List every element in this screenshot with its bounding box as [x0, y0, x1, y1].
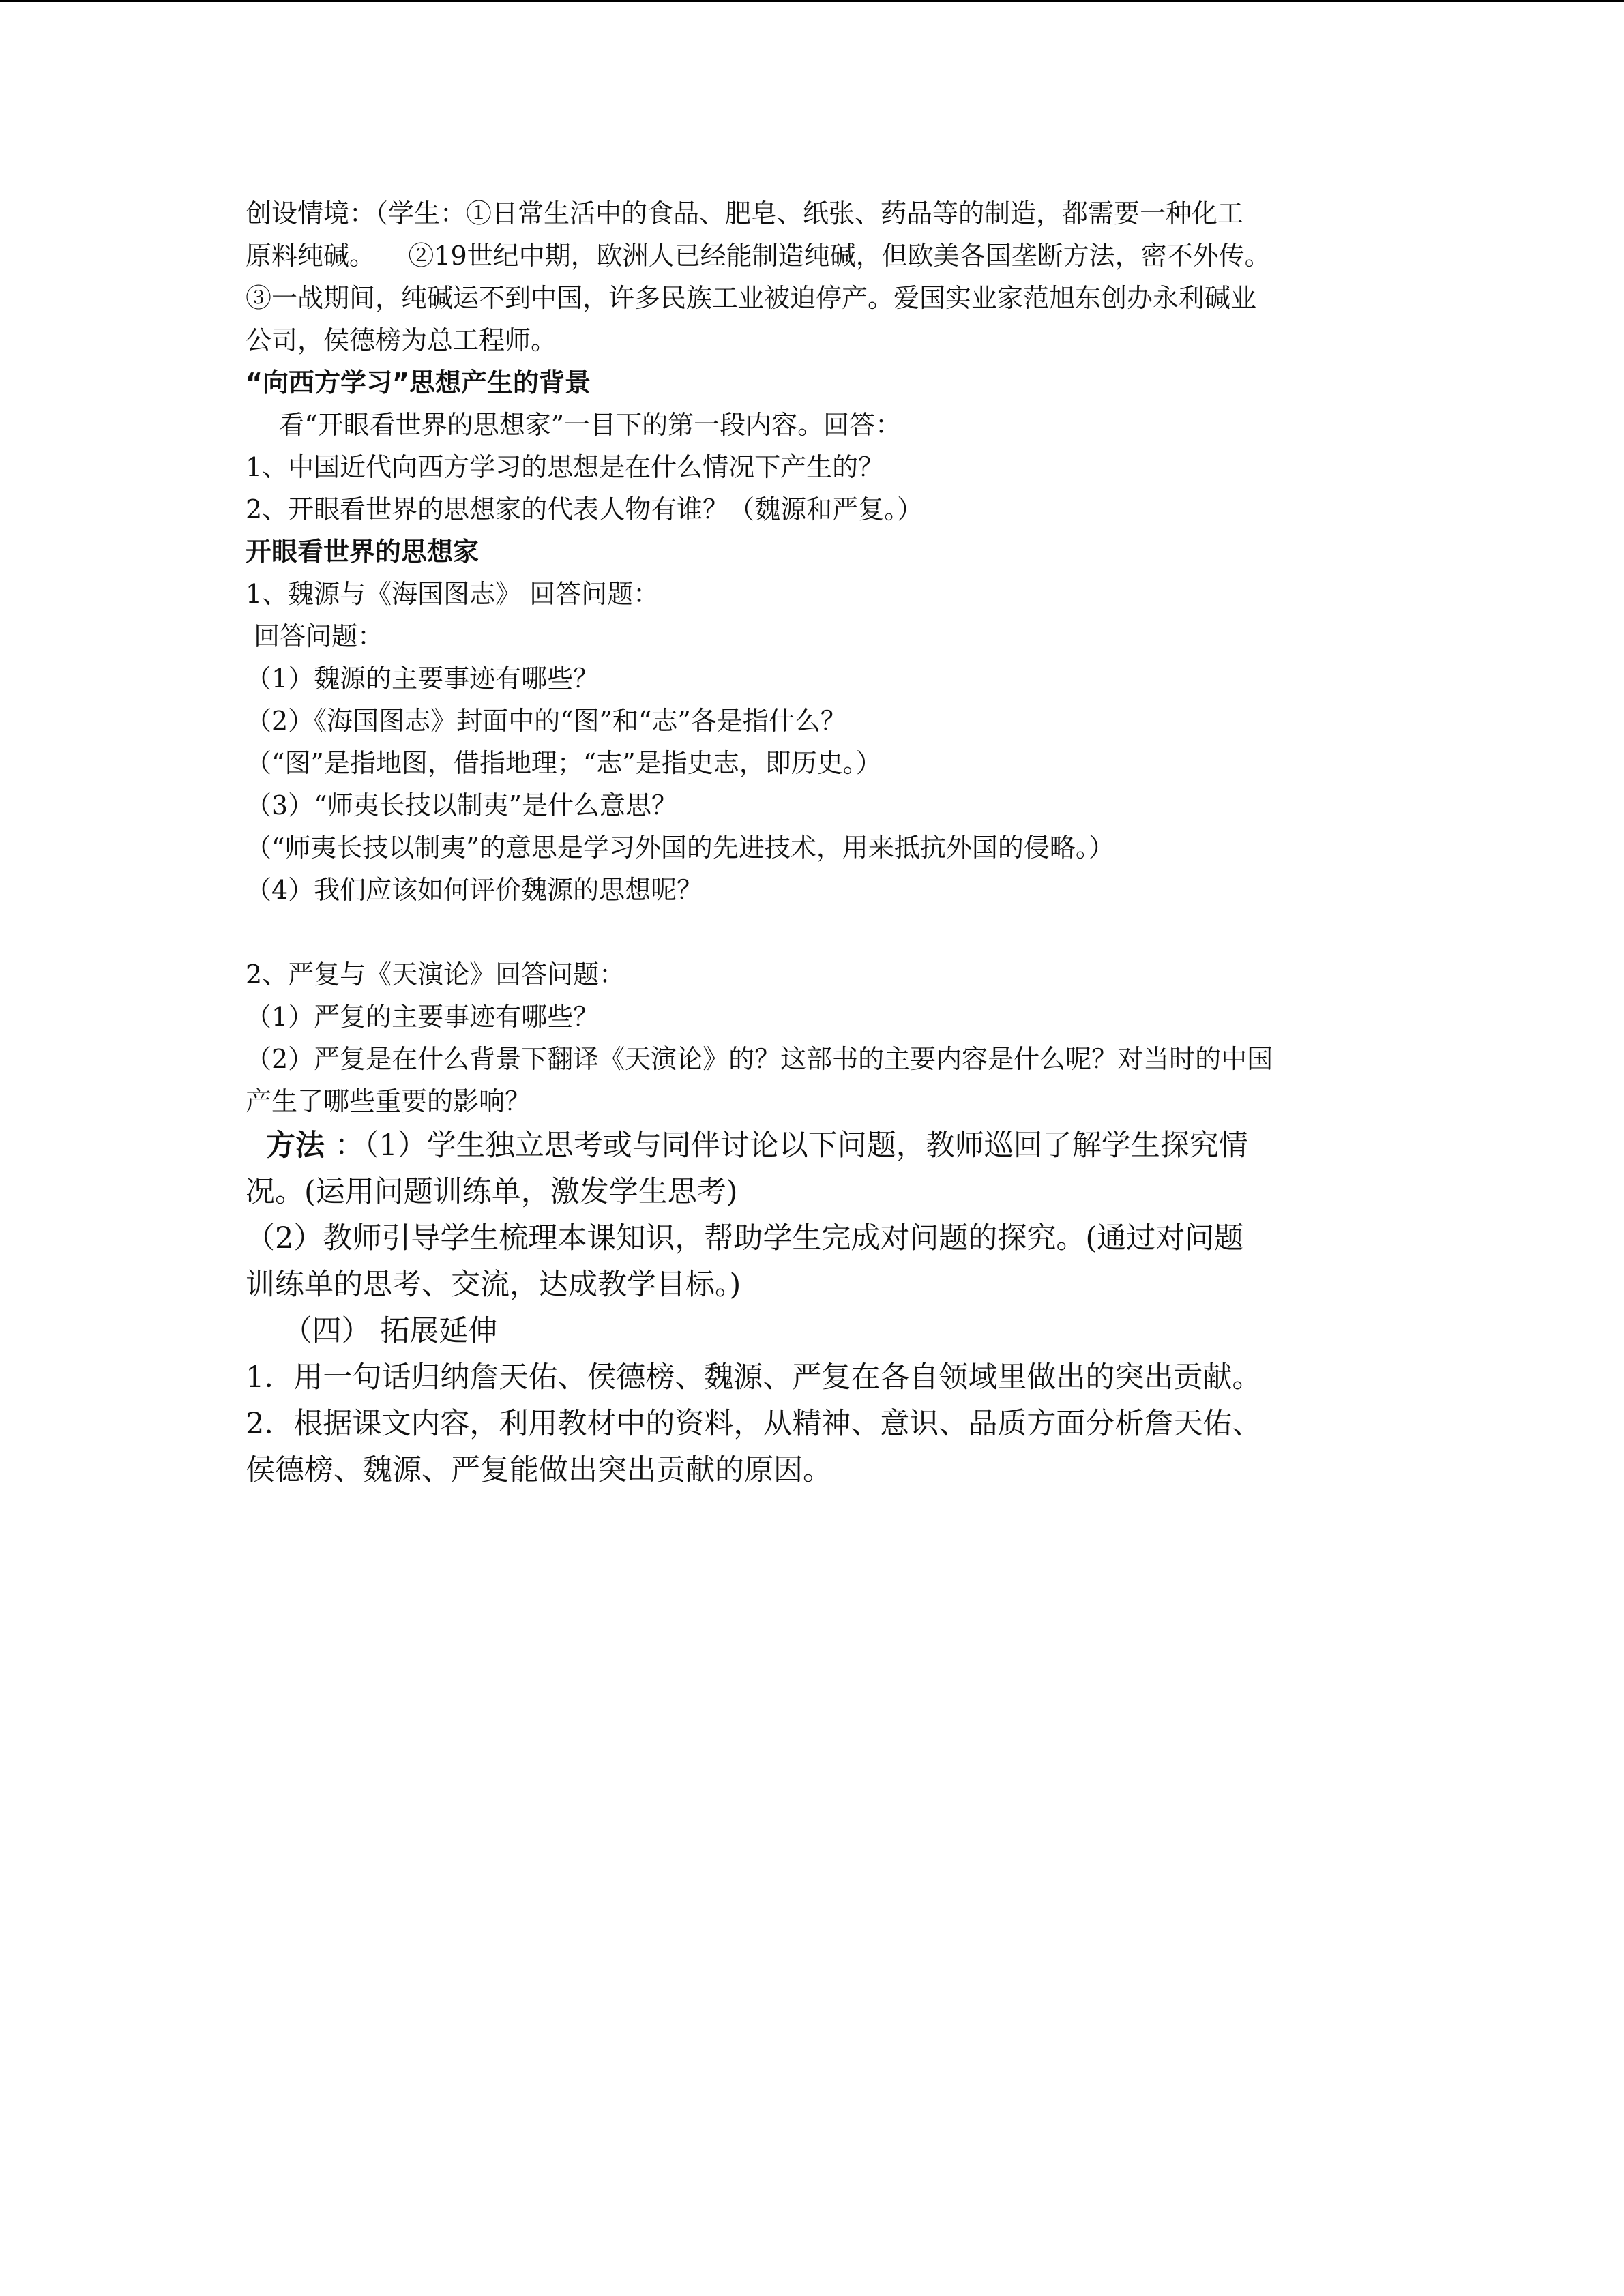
weiyuan-item-4: （3）“师夷长技以制夷”是什么意思？ [246, 790, 678, 820]
extension-item-2-cont: 侯德榜、魏源、严复能做出突出贡献的原因。 [246, 1453, 832, 1487]
section-heading-thinkers: 开眼看世界的思想家 [246, 537, 479, 567]
section-intro: 看“开眼看世界的思想家”一目下的第一段内容。回答： [246, 410, 902, 440]
weiyuan-item-1: （1）魏源的主要事迹有哪些？ [246, 664, 600, 694]
yanfu-item-2: （2）严复是在什么背景下翻译《天演论》的？这部书的主要内容是什么呢？对当时的中国 [246, 1044, 1273, 1074]
context-line-4: 公司，侯德榜为总工程师。 [246, 325, 557, 355]
method-label: 方法 [246, 1129, 335, 1163]
method-line-3: （2）教师引导学生梳理本课知识，帮助学生完成对问题的探究。(通过对问题 [246, 1221, 1244, 1255]
section-heading-background: “向西方学习”思想产生的背景 [246, 368, 591, 398]
question-1: 1、中国近代向西方学习的思想是在什么情况下产生的？ [246, 452, 885, 482]
page-top-border [0, 0, 1624, 2]
subsection-weiyuan-prompt: 回答问题： [246, 621, 384, 651]
method-line-1 [246, 1122, 1391, 1169]
method-line-2: 况。(运用问题训练单，激发学生思考) [246, 1175, 738, 1209]
spacer [246, 911, 1391, 953]
context-line-3: ③一战期间，纯碱运不到中国，许多民族工业被迫停产。爱国实业家范旭东创办永利碱业 [246, 283, 1257, 313]
subsection-weiyuan: 1、魏源与《海国图志》 回答问题： [246, 579, 660, 609]
weiyuan-item-2: （2）《海国图志》封面中的“图”和“志”各是指什么？ [246, 706, 846, 736]
question-2: 2、开眼看世界的思想家的代表人物有谁？（魏源和严复。） [246, 494, 924, 524]
weiyuan-item-6: （4）我们应该如何评价魏源的思想呢？ [246, 875, 703, 905]
extension-heading: （四） 拓展延伸 [246, 1314, 498, 1348]
document-body [246, 192, 1391, 1493]
context-line-1: 创设情境：（学生：①日常生活中的食品、肥皂、纸张、药品等的制造，都需要一种化工 [246, 198, 1244, 228]
extension-item-2: 2．根据课文内容，利用教材中的资料，从精神、意识、品质方面分析詹天佑、 [246, 1407, 1262, 1441]
weiyuan-item-5: （“师夷长技以制夷”的意思是学习外国的先进技术，用来抵抗外国的侵略。） [246, 833, 1114, 863]
context-line-2: 原料纯碱。 ②19世纪中期，欧洲人已经能制造纯碱，但欧美各国垄断方法，密不外传。 [246, 241, 1271, 271]
weiyuan-item-3: （“图”是指地图，借指地理；“志”是指史志，即历史。） [246, 748, 882, 778]
yanfu-item-2-cont: 产生了哪些重要的影响？ [246, 1086, 531, 1116]
yanfu-item-1: （1）严复的主要事迹有哪些？ [246, 1002, 600, 1032]
method-line-4: 训练单的思考、交流，达成教学目标。) [246, 1268, 741, 1302]
subsection-yanfu: 2、严复与《天演论》回答问题： [246, 959, 625, 989]
extension-item-1: 1．用一句话归纳詹天佑、侯德榜、魏源、严复在各自领域里做出的突出贡献。 [246, 1360, 1262, 1395]
method-text-1: ：（1）学生独立思考或与同伴讨论以下问题，教师巡回了解学生探究情 [334, 1129, 1248, 1163]
